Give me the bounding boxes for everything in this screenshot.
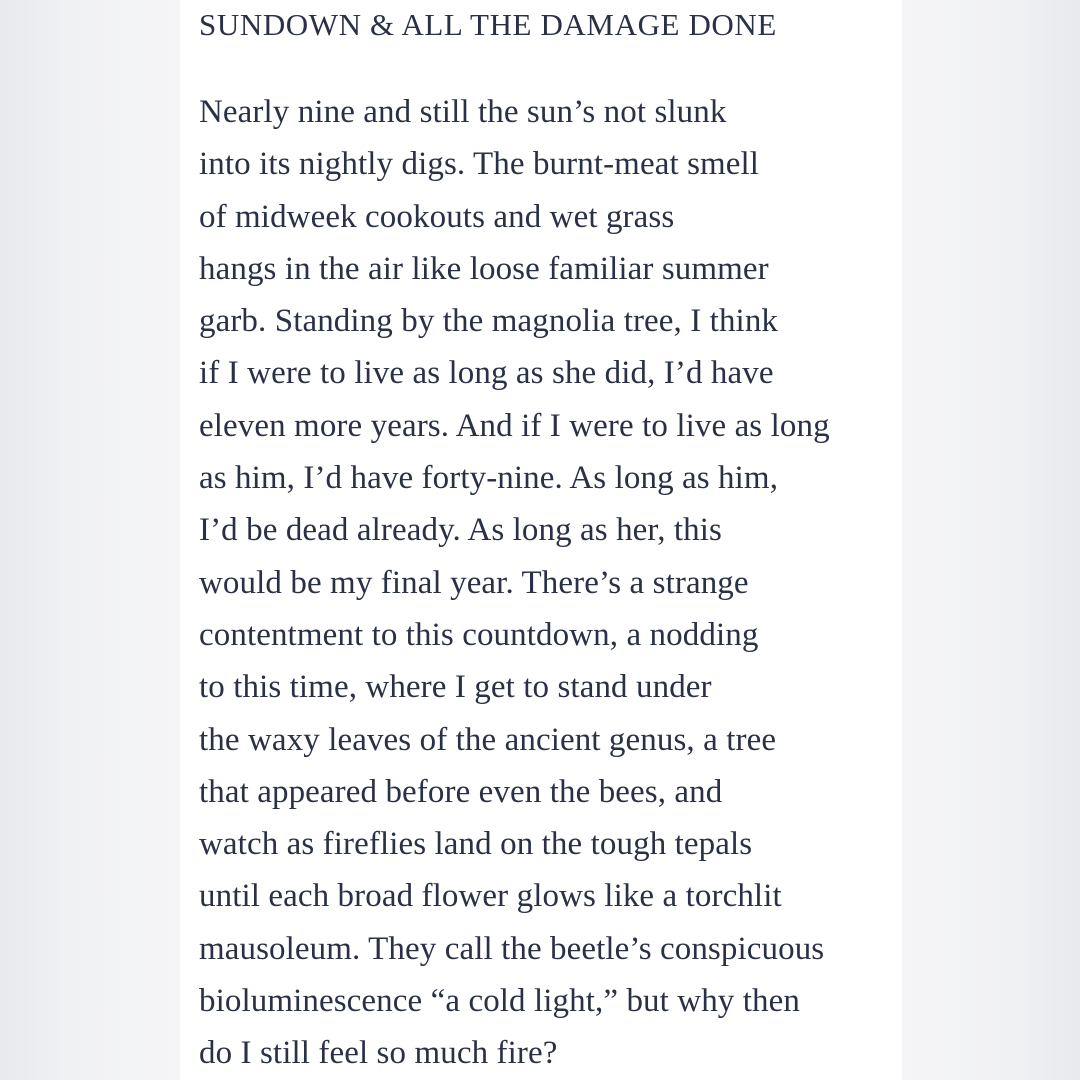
poem-line: that appeared before even the bees, and [199, 773, 723, 810]
poem-line: would be my final year. There’s a strange [199, 564, 749, 601]
poem-line: until each broad flower glows like a torchlit [199, 878, 782, 915]
poem-line: contentment to this countdown, a nodding [199, 616, 759, 653]
poem-line: of midweek cookouts and wet grass [199, 198, 675, 235]
poem-line: watch as fireflies land on the tough tepals [199, 826, 753, 863]
poem-page [180, 0, 902, 1080]
poem-line: do I still feel so much fire? [199, 1035, 558, 1072]
poem-line: Nearly nine and still the sun’s not slunk [199, 94, 727, 130]
poem-line: hangs in the air like loose familiar summer [199, 250, 769, 287]
poem-line: bioluminescence “a cold light,” but why then [199, 983, 800, 1020]
poem-body [199, 86, 830, 1080]
poem-line: eleven more years. And if I were to live as long [199, 407, 830, 444]
poem-line: as him, I’d have forty-nine. As long as him, [199, 460, 779, 497]
poem-title: SUNDOWN & ALL THE DAMAGE DONE [199, 7, 777, 42]
poem-line: to this time, where I get to stand under [199, 669, 712, 706]
poem-line: I’d be dead already. As long as her, this [199, 512, 722, 549]
poem-line: garb. Standing by the magnolia tree, I think [199, 303, 779, 340]
poem-line: mausoleum. They call the beetle’s conspicuous [199, 930, 825, 967]
poem-line: if I were to live as long as she did, I’d have [199, 355, 774, 392]
poem-line: into its nightly digs. The burnt-meat smell [199, 146, 760, 183]
poem-line: the waxy leaves of the ancient genus, a tree [199, 721, 777, 758]
